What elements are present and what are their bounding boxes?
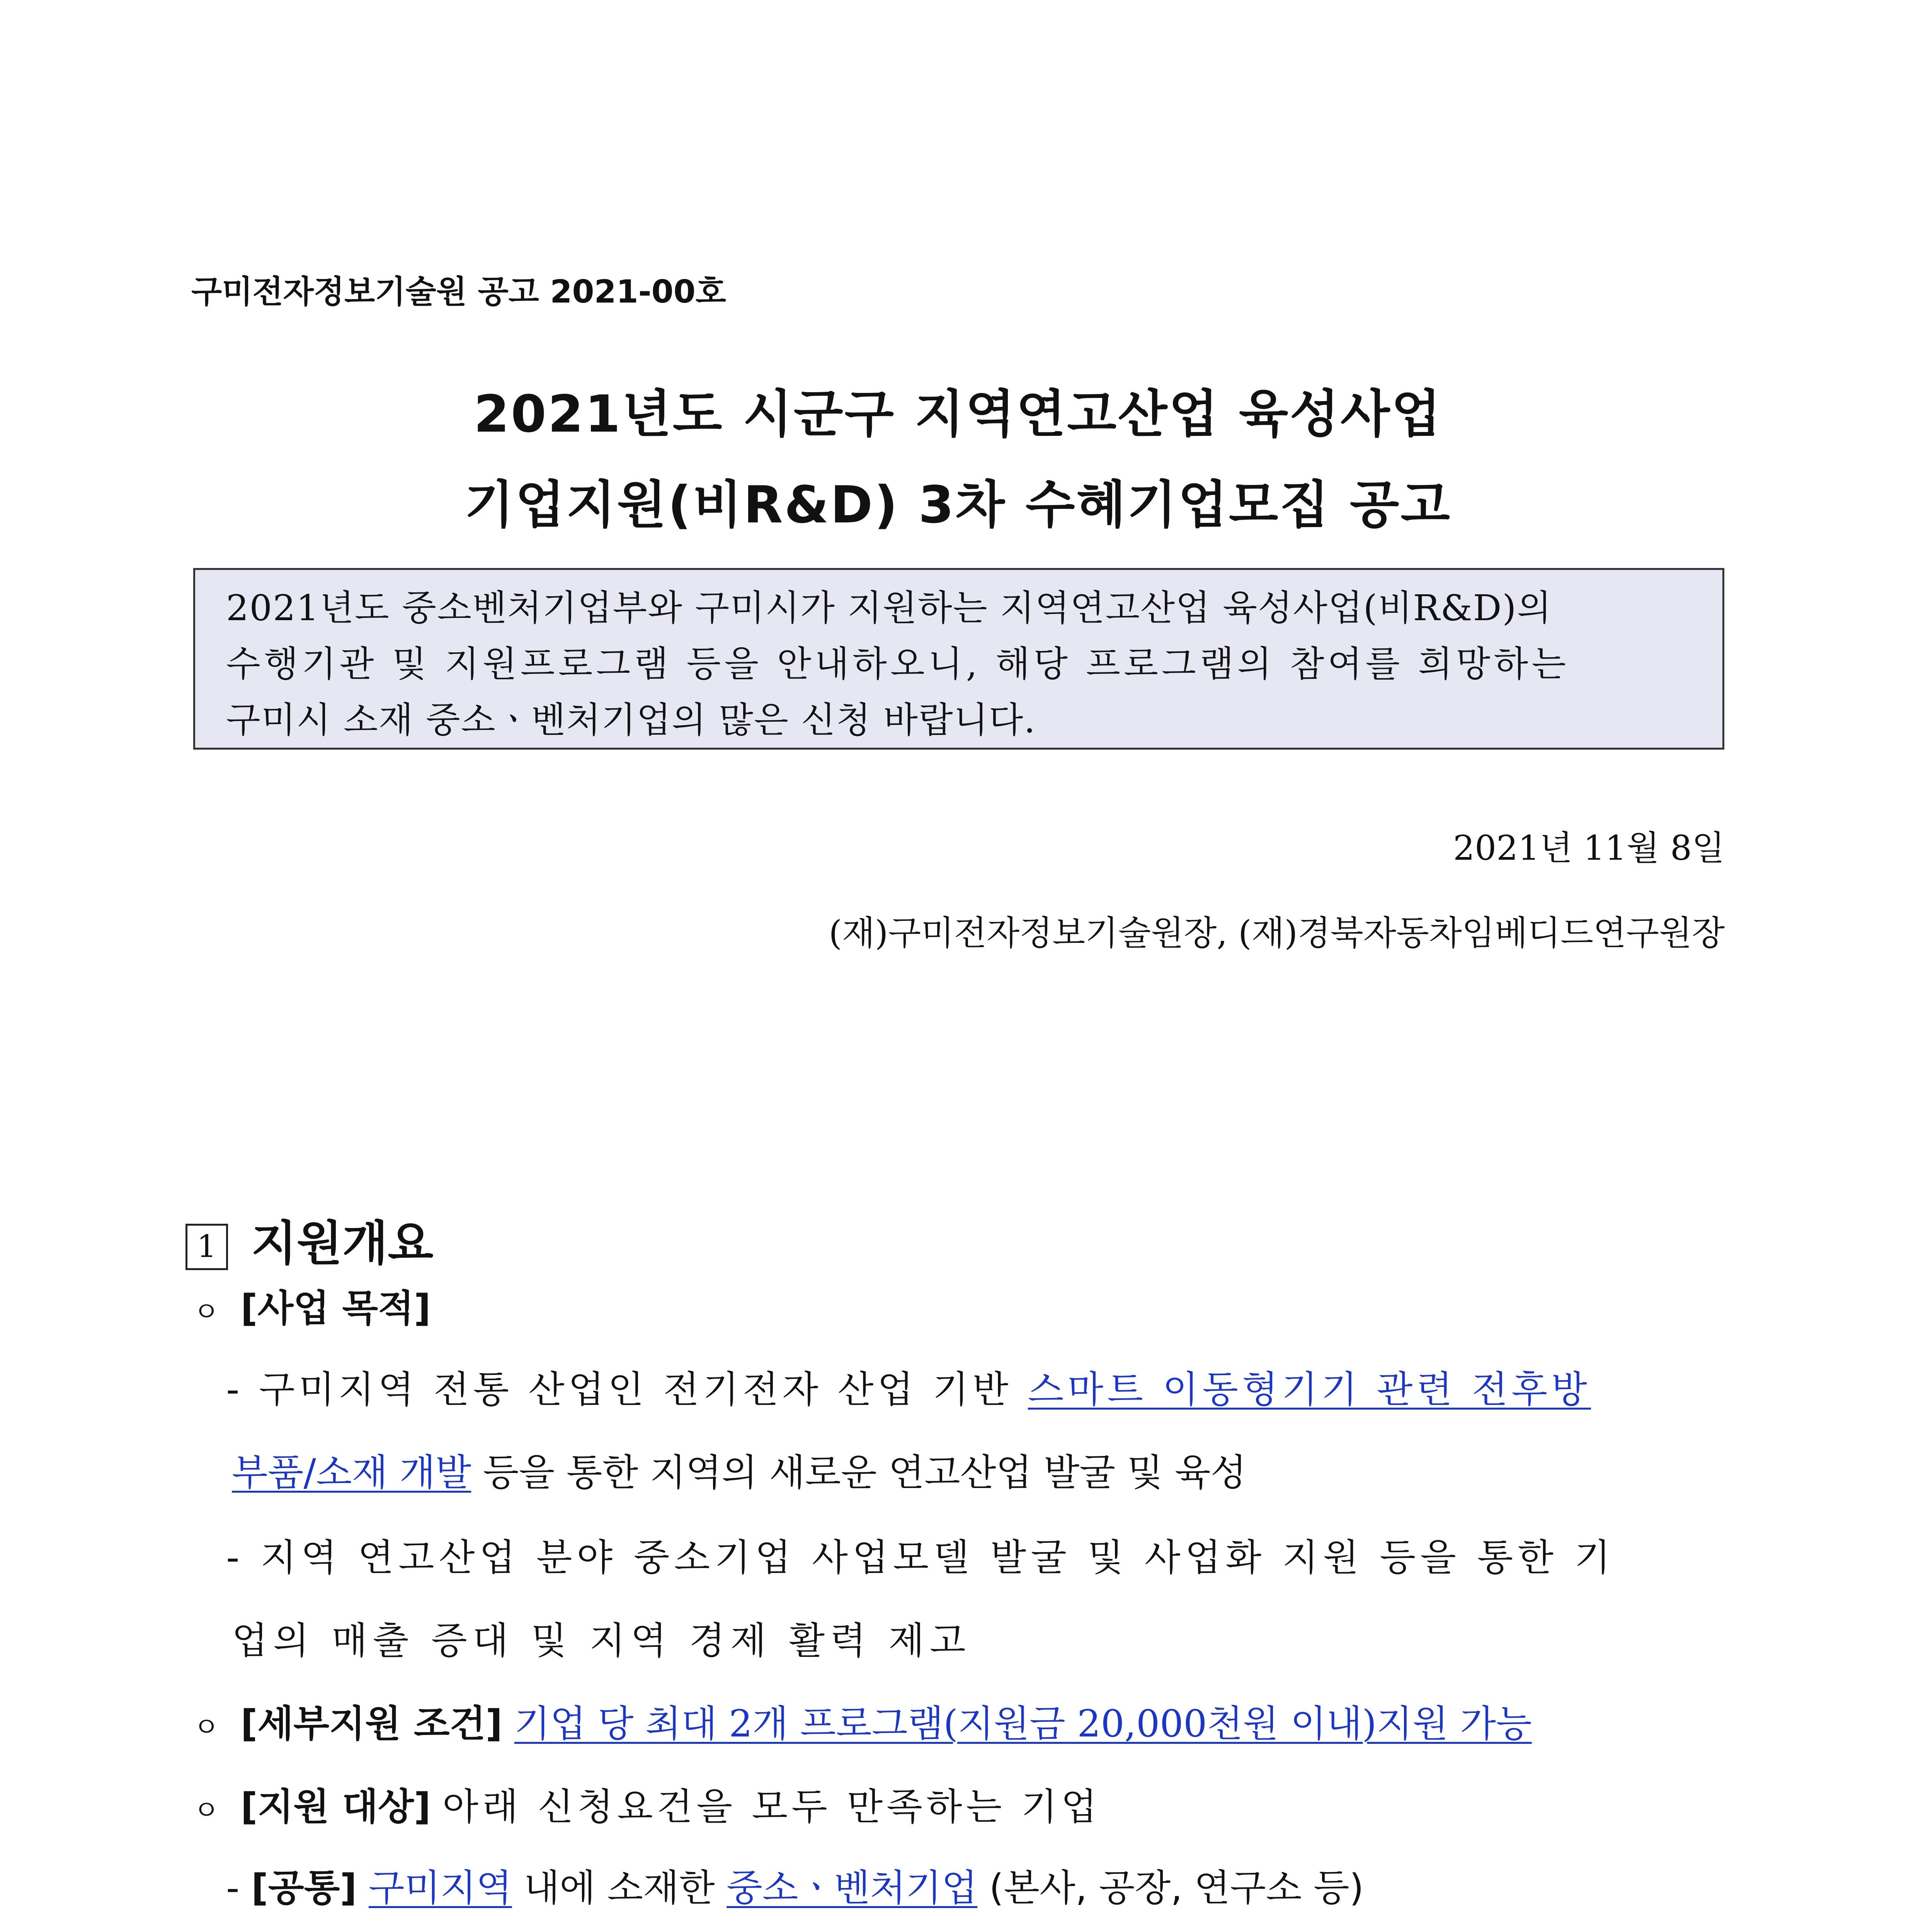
smart-device-link[interactable]: 스마트 이동형기기 관련 전후방 [1028, 1368, 1591, 1411]
detail-bullet [193, 1694, 1532, 1747]
section-heading [185, 1206, 433, 1273]
intro-line-1: 2021년도 중소벤처기업부와 구미시가 지원하는 지역연고산업 육성사업(비R&D)의 [226, 587, 1552, 629]
target-bullet [193, 1777, 1101, 1830]
detail-label: [세부지원 조건] [240, 1702, 503, 1745]
document-number: 구미전자정보기술원 공고 2021-00호 [191, 274, 727, 310]
section-number-box: 1 [185, 1224, 228, 1270]
common-text1: 내에 소재한 [524, 1866, 715, 1910]
sme-venture-link[interactable]: 중소ㆍ벤처기업 [727, 1866, 978, 1910]
purpose-item-1-text2: 등을 통한 지역의 새로운 연고산업 발굴 및 육성 [483, 1451, 1247, 1494]
purpose-label: [사업 목적] [240, 1287, 431, 1330]
parts-materials-link[interactable]: 부품/소재 개발 [232, 1451, 471, 1494]
page-title-line2: 기업지원(비R&D) 3차 수혜기업모집 공고 [465, 475, 1451, 535]
dash: - [226, 1866, 240, 1910]
page-title-line1: 2021년도 시군구 지역연고산업 육성사업 [474, 384, 1442, 444]
purpose-item-1-text1: 구미지역 전통 산업인 전기전자 산업 기반 [259, 1368, 1012, 1411]
dash: - [226, 1368, 243, 1411]
common-text2: (본사, 공장, 연구소 등) [989, 1866, 1364, 1910]
purpose-item-1-line2 [232, 1443, 1246, 1496]
bullet-mark: ㅇ [193, 1296, 220, 1328]
bullet-mark: ㅇ [193, 1711, 220, 1743]
target-text: 아래 신청요건을 모두 만족하는 기업 [442, 1785, 1101, 1828]
gumi-region-link[interactable]: 구미지역 [368, 1866, 512, 1910]
intro-line-3: 구미시 소재 중소ㆍ벤처기업의 많은 신청 바랍니다. [226, 699, 1036, 741]
dash: - [226, 1536, 244, 1579]
notice-issuer: (재)구미전자정보기술원장, (재)경북자동차임베디드연구원장 [829, 913, 1725, 953]
common-line [226, 1859, 1364, 1912]
purpose-item-2-line1 [226, 1528, 1615, 1581]
purpose-bullet [193, 1279, 431, 1332]
intro-line-2: 수행기관 및 지원프로그램 등을 안내하오니, 해당 프로그램의 참여를 희망하는 [226, 643, 1570, 685]
purpose-item-1-line1 [226, 1360, 1591, 1413]
notice-date: 2021년 11월 8일 [1453, 828, 1725, 868]
purpose-item-2-text1: 지역 연고산업 분야 중소기업 사업모델 발굴 및 사업화 지원 등을 통한 기 [260, 1536, 1615, 1579]
common-label: [공통] [251, 1866, 357, 1910]
purpose-item-2-line2: 업의 매출 증대 및 지역 경제 활력 제고 [232, 1619, 971, 1662]
detail-condition-link[interactable]: 기업 당 최대 2개 프로그램(지원금 20,000천원 이내)지원 가능 [514, 1702, 1532, 1745]
target-label: [지원 대상] [240, 1785, 431, 1828]
bullet-mark: ㅇ [193, 1794, 220, 1826]
section-title: 지원개요 [251, 1216, 434, 1271]
